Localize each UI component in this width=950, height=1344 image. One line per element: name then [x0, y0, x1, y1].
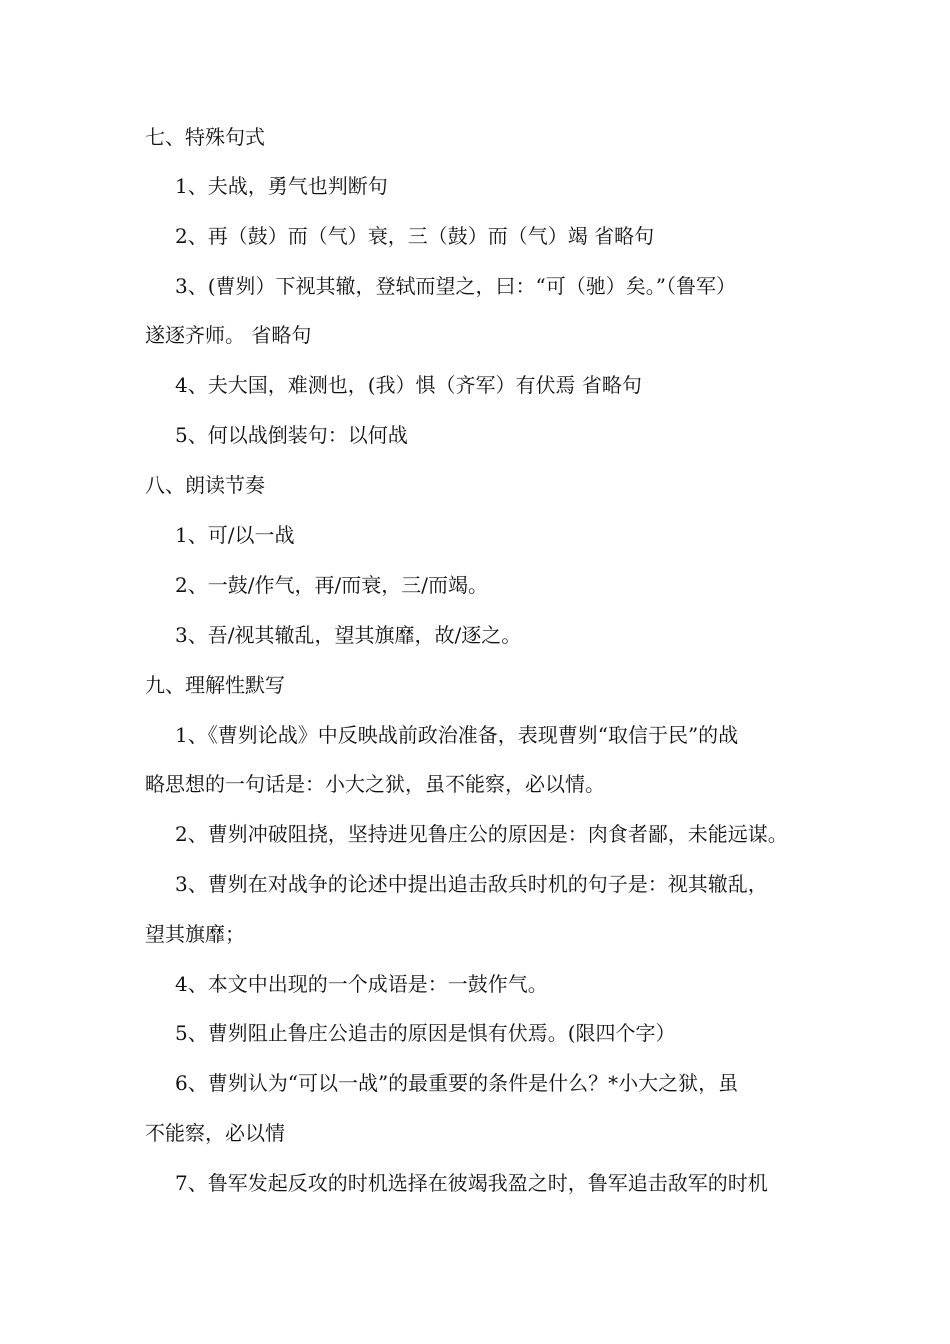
paragraph-line: 3、吾/视其辙乱，望其旗靡，故/逐之。 [175, 623, 522, 647]
paragraph-line: 望其旗靡； [145, 922, 245, 946]
section-heading: 八、朗读节奏 [145, 473, 265, 497]
section-heading: 七、特殊句式 [145, 125, 265, 149]
paragraph-line: 4、本文中出现的一个成语是：一鼓作气。 [175, 972, 548, 996]
paragraph-line: 5、曹刿阻止鲁庄公追击的原因是惧有伏焉。(限四个字） [175, 1021, 676, 1045]
paragraph-line: 3、(曹刿）下视其辙，登轼而望之，曰：“可（驰）矣。”（鲁军） [175, 274, 736, 298]
paragraph-line: 5、何以战倒装句：以何战 [175, 423, 408, 447]
paragraph-line: 略思想的一句话是：小大之狱，虽不能察，必以情。 [145, 772, 605, 796]
paragraph-line: 1、可/以一战 [175, 523, 295, 547]
paragraph-line: 2、再（鼓）而（气）衰，三（鼓）而（气）竭 省略句 [175, 224, 655, 248]
paragraph-line: 7、鲁军发起反攻的时机选择在彼竭我盈之时，鲁军追击敌军的时机 [175, 1171, 768, 1195]
paragraph-line: 4、夫大国，难测也，(我）惧（齐军）有伏焉 省略句 [175, 373, 642, 397]
paragraph-line: 6、曹刿认为“可以一战”的最重要的条件是什么？*小大之狱，虽 [175, 1071, 739, 1095]
paragraph-line: 2、一鼓/作气，再/而衰，三/而竭。 [175, 573, 488, 597]
paragraph-line: 1、《曹刿论战》中反映战前政治准备，表现曹刿“取信于民”的战 [175, 723, 739, 747]
paragraph-line: 3、曹刿在对战争的论述中提出追击敌兵时机的句子是：视其辙乱， [175, 872, 768, 896]
paragraph-line: 2、曹刿冲破阻挠，坚持进见鲁庄公的原因是：肉食者鄙，未能远谋。 [175, 822, 788, 846]
paragraph-line: 1、夫战，勇气也判断句 [175, 174, 388, 198]
paragraph-line: 遂逐齐师。 省略句 [145, 323, 312, 347]
section-heading: 九、理解性默写 [145, 673, 285, 697]
paragraph-line: 不能察，必以情 [145, 1121, 285, 1145]
